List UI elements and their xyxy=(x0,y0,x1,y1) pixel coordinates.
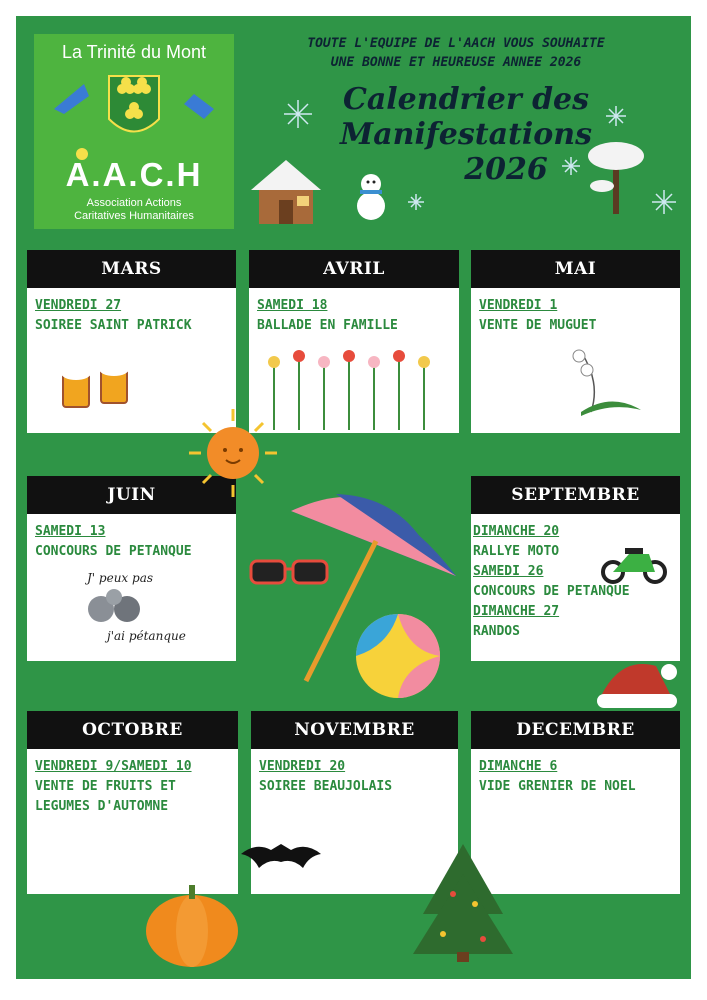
logo-place: La Trinité du Mont xyxy=(61,42,207,62)
event-date: DIMANCHE 6 xyxy=(479,759,558,774)
logo-association-line1: Association Actions xyxy=(86,197,182,209)
event-title: RALLYE MOTO xyxy=(473,544,560,559)
event-date: SAMEDI 13 xyxy=(35,524,106,539)
event-title: VENTE DE MUGUET xyxy=(479,318,597,333)
event-date: VENDREDI 1 xyxy=(479,298,558,313)
title-line-1: Calendrier des xyxy=(342,82,590,117)
logo-association xyxy=(34,197,234,223)
event-date: DIMANCHE 20 xyxy=(473,524,560,539)
event xyxy=(27,514,236,562)
event-title-line-2: LEGUMES D'AUTOMNE xyxy=(35,799,169,814)
event-date: VENDREDI 9/SAMEDI 10 xyxy=(35,759,192,774)
month-card-novembre xyxy=(251,711,458,894)
event xyxy=(251,749,458,797)
calendar-title xyxy=(266,82,666,187)
event-title: BALLADE EN FAMILLE xyxy=(257,318,398,333)
event-date: SAMEDI 18 xyxy=(257,298,328,313)
lily-of-the-valley-icon xyxy=(561,342,651,422)
new-year-wish xyxy=(246,34,666,72)
event-title: SOIREE SAINT PATRICK xyxy=(35,318,192,333)
event-title-line-1: VENTE DE FRUITS ET xyxy=(35,779,176,794)
beach-ball-icon xyxy=(356,614,440,698)
logo-association-line2: Caritatives Humanitaires xyxy=(74,210,194,222)
event xyxy=(249,288,459,336)
title-line-2: Manifestations xyxy=(340,117,592,152)
sticker-line-1: J' peux pas xyxy=(87,571,154,585)
sunglasses-icon xyxy=(251,561,327,583)
month-header: MAI xyxy=(471,250,680,288)
petanque-sticker xyxy=(77,571,197,651)
month-header: DECEMBRE xyxy=(471,711,680,749)
event xyxy=(471,288,680,336)
santa-hat-icon xyxy=(597,664,677,708)
wish-line-1: TOUTE L'EQUIPE DE L'AACH VOUS SOUHAITE xyxy=(307,36,605,51)
month-card-avril xyxy=(249,250,459,433)
month-header: SEPTEMBRE xyxy=(471,476,680,514)
logo-acronym: A.A.C.H xyxy=(65,156,203,193)
tulips-icon xyxy=(259,342,449,432)
umbrella-icon xyxy=(291,494,456,681)
month-header: MARS xyxy=(27,250,236,288)
event-date: SAMEDI 26 xyxy=(473,564,544,579)
event-title: CONCOURS DE PETANQUE xyxy=(473,584,630,599)
month-header: OCTOBRE xyxy=(27,711,238,749)
month-card-septembre xyxy=(471,476,680,661)
event xyxy=(27,749,238,817)
event-date: VENDREDI 27 xyxy=(35,298,122,313)
event xyxy=(471,749,680,797)
event-date: DIMANCHE 27 xyxy=(473,604,560,619)
event-title: CONCOURS DE PETANQUE xyxy=(35,544,192,559)
month-card-decembre xyxy=(471,711,680,894)
month-header: NOVEMBRE xyxy=(251,711,458,749)
beer-mugs-icon xyxy=(57,355,147,415)
event-title: VIDE GRENIER DE NOEL xyxy=(479,779,636,794)
pumpkin-icon xyxy=(146,885,238,967)
month-card-octobre xyxy=(27,711,238,894)
month-card-juin xyxy=(27,476,236,661)
month-header: AVRIL xyxy=(249,250,459,288)
petanque-balls-icon xyxy=(87,589,147,625)
month-header: JUIN xyxy=(27,476,236,514)
wish-line-2: UNE BONNE ET HEUREUSE ANNEE 2026 xyxy=(330,55,582,70)
event-date: VENDREDI 20 xyxy=(259,759,346,774)
aach-logo xyxy=(34,34,234,229)
event-title: SOIREE BEAUJOLAIS xyxy=(259,779,393,794)
month-card-mai xyxy=(471,250,680,433)
motorbike-icon xyxy=(599,540,669,584)
event xyxy=(27,288,236,336)
sticker-line-2: j'ai pétanque xyxy=(107,629,186,643)
title-line-3: 2026 xyxy=(464,152,548,187)
poster xyxy=(16,16,691,979)
event-title: RANDOS xyxy=(473,624,520,639)
month-card-mars xyxy=(27,250,236,433)
